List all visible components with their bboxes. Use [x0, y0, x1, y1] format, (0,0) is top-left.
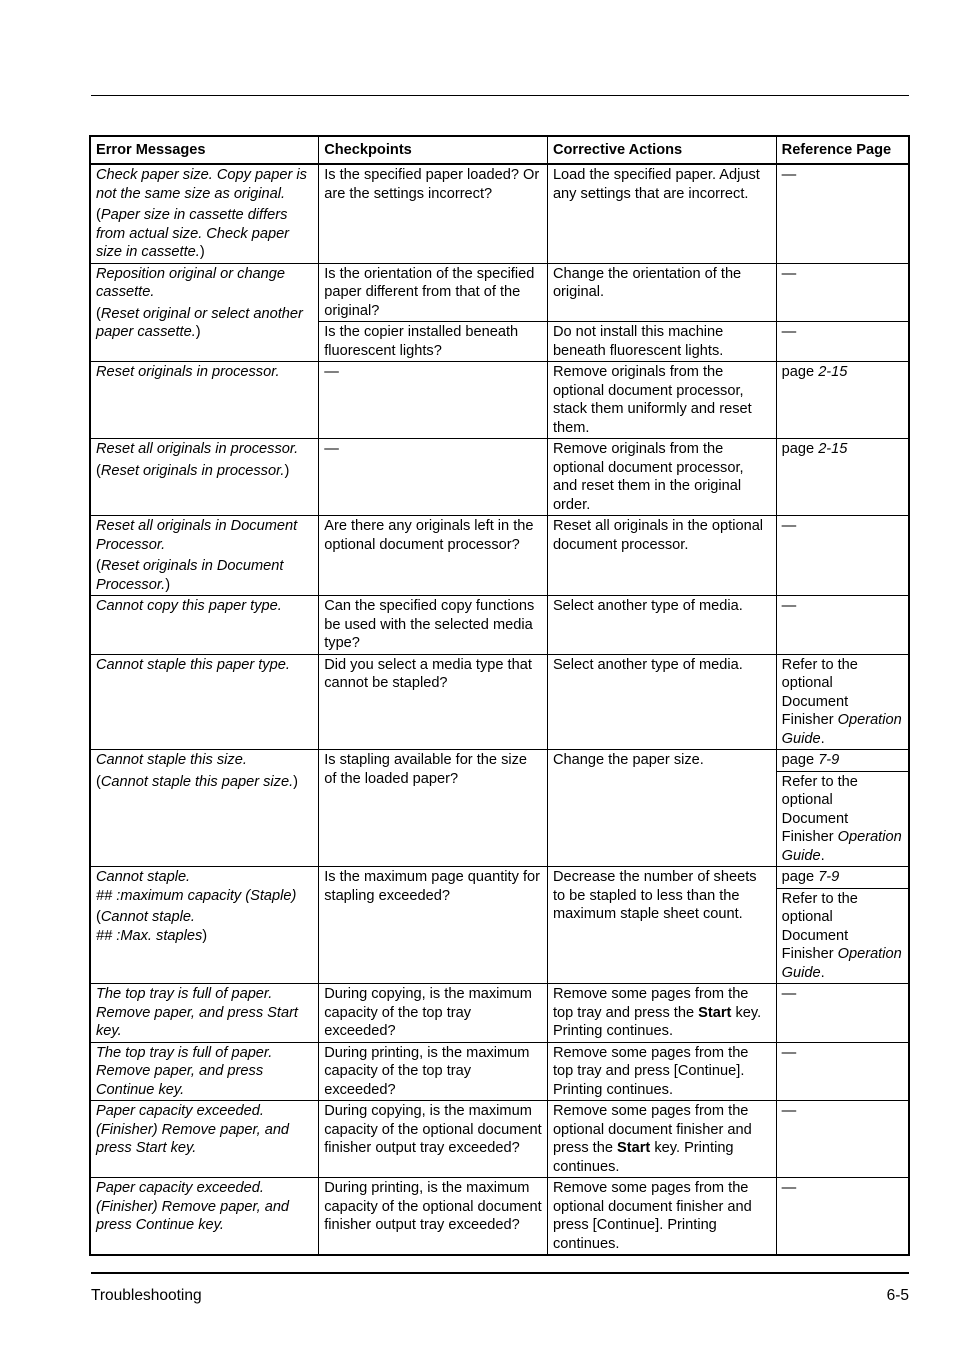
table-header-row: [90, 136, 909, 164]
checkpoint-cell: Is the specified paper loaded? Or are the settings incorrect?: [319, 164, 548, 263]
error-message: Reposition original or change cassette.: [96, 265, 286, 300]
header-rule: [91, 95, 909, 96]
error-message: Reset all originals in Document Processor.: [96, 518, 298, 553]
corrective-action-cell: Reset all originals in the optional document processor.: [547, 516, 776, 596]
error-message-cell: Reset originals in processor.: [90, 362, 319, 439]
reference-page-cell: —: [776, 263, 909, 322]
corrective-action-cell: Load the specified paper. Adjust any settings that are incorrect.: [547, 164, 776, 263]
reference-page-cell: —: [776, 516, 909, 596]
reference-page-cell: —: [776, 1042, 909, 1101]
error-message-alt-detail: ## :Max. staples): [96, 927, 208, 944]
checkpoint-cell: Is the copier installed beneath fluorescent lights?: [319, 322, 548, 362]
corrective-action-cell: Remove some pages from the optional document finisher and press the Start key. Printing continues.: [547, 1101, 776, 1178]
checkpoint-cell: During printing, is the maximum capacity of the top tray exceeded?: [319, 1042, 548, 1101]
table-row: [90, 1042, 909, 1101]
reference-page-cell: page 2-15: [776, 439, 909, 516]
table-row: [90, 596, 909, 655]
corrective-action-cell: Select another type of media.: [547, 654, 776, 750]
column-header-checkpoints: Checkpoints: [319, 136, 548, 164]
table-row: [90, 750, 909, 772]
corrective-action-cell: Do not install this machine beneath fluorescent lights.: [547, 322, 776, 362]
checkpoint-cell: Is stapling available for the size of the loaded paper?: [319, 750, 548, 867]
error-message: Cannot staple this size.: [96, 752, 247, 768]
table-row: [90, 1101, 909, 1178]
error-message: Check paper size. Copy paper is not the same size as original.: [96, 167, 307, 202]
reference-page-cell: —: [776, 984, 909, 1043]
table-row: [90, 984, 909, 1043]
error-message-cell: Cannot staple this paper type.: [90, 654, 319, 750]
checkpoint-cell: Did you select a media type that cannot be stapled?: [319, 654, 548, 750]
reference-page-cell: Refer to the optional Document Finisher Operation Guide.: [776, 654, 909, 750]
reference-page-cell: —: [776, 322, 909, 362]
error-message-cell: The top tray is full of paper. Remove paper, and press Start key.: [90, 984, 319, 1043]
reference-page-cell: —: [776, 596, 909, 655]
error-message-alt: (Reset original or select another paper cassette.): [96, 305, 303, 340]
corrective-action-cell: Decrease the number of sheets to be stapled to less than the maximum staple sheet count.: [547, 867, 776, 984]
error-message-alt: (Reset originals in processor.): [96, 462, 290, 479]
footer-page-number: 6-5: [886, 1287, 909, 1304]
error-message-alt: (Cannot staple this paper size.): [96, 773, 299, 790]
table-row: [90, 439, 909, 516]
column-header-error-messages: Error Messages: [90, 136, 319, 164]
checkpoint-cell: During copying, is the maximum capacity of the top tray exceeded?: [319, 984, 548, 1043]
error-message-detail: ## :maximum capacity (Staple): [96, 887, 297, 904]
checkpoint-cell: Is the orientation of the specified paper different from that of the original?: [319, 263, 548, 322]
checkpoint-cell: Are there any originals left in the optional document processor?: [319, 516, 548, 596]
footer-rule: [91, 1272, 909, 1274]
corrective-action-cell: Remove originals from the optional document processor, and reset them in the original order.: [547, 439, 776, 516]
corrective-action-cell: Change the orientation of the original.: [547, 263, 776, 322]
table-row: [90, 1178, 909, 1256]
reference-page-cell: page 7-9: [776, 867, 909, 889]
corrective-action-cell: Change the paper size.: [547, 750, 776, 867]
checkpoint-cell: During copying, is the maximum capacity of the optional document finisher output tray exceeded?: [319, 1101, 548, 1178]
error-message-alt: (Reset originals in Document Processor.): [96, 558, 284, 593]
footer-section-title: Troubleshooting: [91, 1287, 202, 1304]
table-row: [90, 263, 909, 322]
table-header: [90, 136, 909, 164]
error-message-cell: [90, 439, 319, 516]
reference-page-cell: page 2-15: [776, 362, 909, 439]
table-row: [90, 164, 909, 263]
reference-page-cell: page 7-9: [776, 750, 909, 772]
error-message-cell: Cannot copy this paper type.: [90, 596, 319, 655]
corrective-action-cell: Remove some pages from the top tray and press the Start key. Printing continues.: [547, 984, 776, 1043]
corrective-action-cell: Remove originals from the optional document processor, stack them uniformly and reset them.: [547, 362, 776, 439]
reference-page-cell: —: [776, 1178, 909, 1256]
error-message-cell: [90, 263, 319, 362]
error-message-cell: [90, 750, 319, 867]
error-message-cell: The top tray is full of paper. Remove paper, and press Continue key.: [90, 1042, 319, 1101]
error-message-cell: [90, 516, 319, 596]
error-messages-table: [89, 135, 910, 1256]
reference-page-cell: —: [776, 164, 909, 263]
corrective-action-cell: Remove some pages from the optional document finisher and press [Continue]. Printing continues.: [547, 1178, 776, 1256]
checkpoint-cell: —: [319, 362, 548, 439]
reference-page-cell: Refer to the optional Document Finisher Operation Guide.: [776, 771, 909, 867]
error-message-alt: (Cannot staple.: [96, 909, 195, 925]
table-row: [90, 867, 909, 889]
error-message-cell: [90, 164, 319, 263]
error-message: Reset all originals in processor.: [96, 441, 299, 457]
error-message-alt: (Paper size in cassette differs from actual size. Check paper size in cassette.): [96, 207, 290, 260]
error-message-cell: Paper capacity exceeded. (Finisher) Remove paper, and press Continue key.: [90, 1178, 319, 1256]
checkpoint-cell: During printing, is the maximum capacity of the optional document finisher output tray exceeded?: [319, 1178, 548, 1256]
table-row: [90, 362, 909, 439]
table-row: [90, 654, 909, 750]
checkpoint-cell: —: [319, 439, 548, 516]
column-header-corrective-actions: Corrective Actions: [547, 136, 776, 164]
reference-page-cell: Refer to the optional Document Finisher Operation Guide.: [776, 888, 909, 984]
checkpoint-cell: Can the specified copy functions be used with the selected media type?: [319, 596, 548, 655]
error-message-cell: Paper capacity exceeded. (Finisher) Remove paper, and press Start key.: [90, 1101, 319, 1178]
checkpoint-cell: Is the maximum page quantity for stapling exceeded?: [319, 867, 548, 984]
table-row: [90, 516, 909, 596]
corrective-action-cell: Remove some pages from the top tray and press [Continue]. Printing continues.: [547, 1042, 776, 1101]
error-message-cell: [90, 867, 319, 984]
reference-page-cell: —: [776, 1101, 909, 1178]
column-header-reference-page: Reference Page: [776, 136, 909, 164]
corrective-action-cell: Select another type of media.: [547, 596, 776, 655]
error-message: Cannot staple.: [96, 869, 191, 885]
